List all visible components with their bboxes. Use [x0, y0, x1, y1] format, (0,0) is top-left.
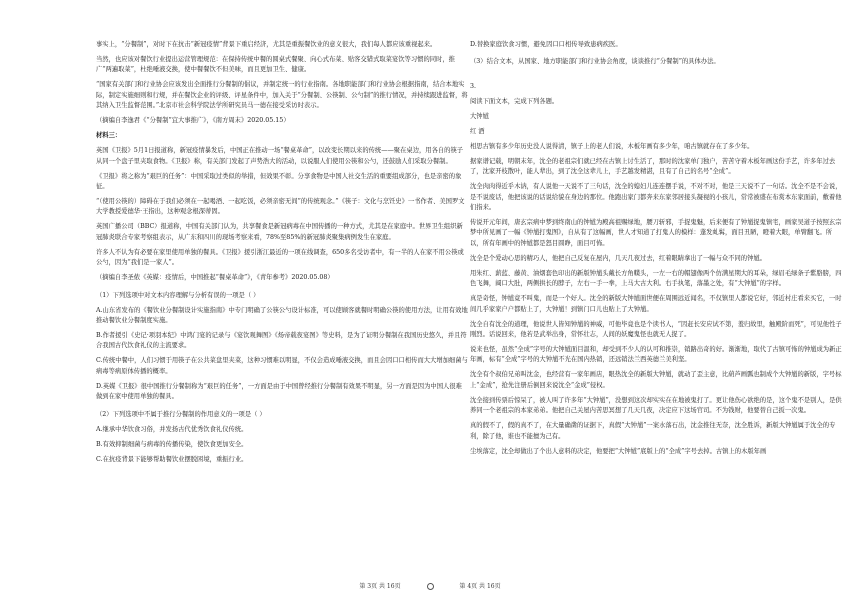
story-paragraph: 沈全接到传票后惊呆了，被人叫了许多年“大钟馗”，没想到这次却实实在在地被鬼打了。更让他伤心欲绝的是，这个鬼不是别人，是供养同一个老祖宗的本家弟弟。他把自己关屋内苦思冥想了几天几夜，决定应下这场官司。不为钱财，他要替自己扳一次鬼。: [470, 396, 842, 415]
source-citation: （摘编自李圣侬《英媒：疫情后，中国推起“餐桌革命”》，《青年参考》2020.05.08）: [96, 274, 334, 282]
paragraph: “（使用公筷的）障碍在于我们必须在一起喝酒、一起吃饭，必须亲密无间”的传统观念。”《筷子：文化与烹饪史》一书作者、美国罗文大学教授爱德华·王指出，这种观念根深蒂固。: [96, 198, 465, 216]
question-1-option-a: A.山东省发布的《餐饮业分餐制设计实施指南》中专门明确了公筷公勺设计标准，可以使顾客就餐时明确公筷的使用方法，让用有效地推动餐饮业分餐制度实施。: [96, 306, 468, 325]
story-paragraph: 沈全是个爱动心思的精巧人，他把自己反复在屋内，几天几夜过去，红着眼睛拿出了一幅与众不同的钟馗。: [470, 254, 766, 262]
question-1-option-d: D.英媒《卫报》很中国推行分餐制称为“艰巨的任务”，一方面是由于中国曾经推行分餐制有效果不明显，另一方面是因为中国人很难做到在家中使用单独的餐具。: [96, 382, 462, 401]
paragraph: 《卫报》将之称为“艰巨的任务”：中国采取过类似的举措，但效果不彰。分享食物是中国人社交生活的重要组成部分，也是亲密的象征。: [96, 172, 462, 191]
question-1-stem: （1）下列选项中对文本内容理解与分析有误的一项是（ ）: [96, 291, 260, 299]
section-number: 3.: [470, 82, 477, 90]
paragraph: “国家有关部门和行业协会应该发出全面推行分餐制的倡议，并制定统一的行业指南。各地职能部门和行业协会根据指南，结合本地实际，制定实施细则和行规，并在餐饮企业的评级、评星条件中，加入关于“分餐制、公筷制、公勺制”的推行情况，并持续跟进监督，将其纳入卫生监督范围。”北京市社会科学院法学所研究员马一德在接受采访时表示。: [96, 81, 468, 110]
material-heading: 材料三：: [96, 132, 122, 140]
story-paragraph: 真是奇怪，钟馗竟不叫鬼，而是一个好人。沈全的新版大钟馗面世便在周围远近闻名，不仅镇里人都说它好，邻近村庄看来买它，一时间几乎家家户户都贴上了，大钟馗！到镇门口儿也贴上了大钟馗。: [470, 295, 842, 313]
story-paragraph: 沈全有个叔伯兄弟叫沈金，也经营有一家年画店，眼热沈全的新版大钟馗，就动了歪主意，比葫芦画瓢也制成个大钟馗的新版，字号标上“金成”，抢先注册后倒回来说沈全“金成”侵权。: [470, 371, 842, 389]
story-paragraph: 沈全肉肉得近乎木讷，有人说他一天说不了三句话，沈全的媳妇儿连连摆手说，不对不对，他是三天说不了一句话。沈全不是不会说，是不说废话，他把该说的话说给貌在身边的那位。他跑出家门都奔来东家邻居接头凝视的小孩儿，常常被盛在布赏本东家面前，敷着他们指来。: [470, 183, 842, 212]
story-paragraph: 用朱红、薪蓝、藤黄、油烟套色印出的新版钟馗头戴长方角幞头，一左一右的帽翅像两个仿满星期大的耳朵，绿眉毛绿条子紫胳膀，四色飞舞，阔口大肚，两侧拱长的脖子，左右一手一拳，上马大古大利。右手执笔，落墨之处，有“大钟馗”的字样。: [470, 269, 842, 288]
story-title: 大钟馗: [470, 112, 489, 120]
question-1-option-c: C.传统中餐中，人们习惯于用筷子在公共菜盘里夹菜，这种习惯难以明显，不仅会造成唾液交换，而且会因口口相传而大大增加细菌与病毒等病原体传播的概率。: [96, 357, 468, 375]
story-author: 红 酒: [470, 127, 485, 135]
paragraph: 许多人不认为有必要在家里使用单独的餐具。《卫报》援引浙江最近的一项在线调查，650多名受访者中，有一半的人在家不用公筷或公勺，因为“我们是一家人”。: [96, 248, 464, 267]
story-paragraph: 相思古镇有多少年历史没人说得清，镇子上的老人们说，木板年画有多少年，咱古镇就存在了多少年。: [470, 142, 754, 150]
page-number-right: 第 4页 共 16页: [459, 583, 501, 590]
story-paragraph: 说来也怪，虽然“全成”字号的大钟馗面目温和，却受到不少人的认可和推崇，销路出奇的好。渐渐地，取代了古镇可怖的钟馗成为新正年画，标有“全成”字号的大钟馗不光在国内热销，还远销法兰西英德兰美利坚。: [470, 346, 842, 364]
question-2-option-a: A.继承中华饮食习俗，并发扬古代优秀饮食礼仪传统。: [96, 425, 248, 433]
question-2-option-b: B.有效抑制细菌与病毒的传播传染，使饮食更加安全。: [96, 440, 248, 448]
paragraph: 事实上，“分餐制”，对时下在抗击“新冠疫情”背景下重启经济，尤其是重振餐饮业的意义很大，我们每人都应该重视起来。: [96, 41, 437, 48]
reading-instruction: 阅读下面文本，完成下列各题。: [470, 97, 559, 105]
circle-icon: [427, 583, 434, 590]
source-citation: （摘编自李逸君《“分餐制”宜大事推广》，《南方周末》2020.05.15）: [96, 117, 290, 125]
question-2-option-c: C.在抗疫背景下能够帮助餐饮业摆脱困境，重振行业。: [96, 455, 248, 463]
page-footer: [0, 581, 860, 590]
story-paragraph: 传说开元年间，唐玄宗病中梦到终南山的钟馗为殿高祖赐绿地，腰刀斩邪，手捉鬼魅，后来便有了钟馗捉鬼镇宅，画家吴道子按照玄宗梦中所见画了一幅《钟馗打鬼图》，自从有了这幅画，世人才知道了打鬼人的模样：蓬发虬髯，面目丑陋，瞪着大眼，单臂翻飞。所以，所有年画中的钟馗都是怒目圆睁，面目可怖。: [470, 219, 842, 247]
story-paragraph: 尘埃落定，沈全却做出了个出人意料的决定，他要把“大钟馗”底版上的“全成”字号去掉。古镇上的木版年画: [470, 447, 767, 455]
paragraph: 当然，也应该对餐饮行业提出运营管理规范：在保持传统中餐的圆桌式餐聚、向心式布菜、贴客交错式取菜宴饮等习惯的同时，推广“两遍取菜”，杜绝唾液交换，使中餐餐饮不但美味，而且更加卫生、健康。: [96, 56, 455, 74]
question-2-stem: （2）下列选项中不属于推行分餐制的作用意义的一项是（ ）: [96, 410, 266, 418]
story-paragraph: 据家谱记载，明朝末年，沈全的老祖宗们就已经在古镇上讨生活了，那时的沈家单门独户，苦苦守着木板年画这份手艺，许多年过去了，沈家开枝散叶，能人辈出，到了沈全这辈儿上，手艺越发精湛，且有了自己的名号“全成”。: [470, 157, 836, 176]
story-paragraph: 沈全自有沈全的道理，他说世人皆知钟馗的神威，可他毕竟也是个读书人，“因赶长安应试不第，羞归故里，触殿阶而死”，可见他性子刚烈。话说回来，他若是武举出身，常怀壮志，人间的妖魔鬼怪也就无人捉了。: [470, 320, 842, 339]
question-2-option-d: D.替换家庭饮食习惯，避免因口口相传导致患病疾医。: [470, 41, 622, 48]
right-column: [470, 40, 842, 462]
paragraph: 英国广播公司（BBC）报道称，中国有关部门认为，共享餐食是新冠病毒在中国传播的一种方式，尤其是在家庭中。世界卫生组织新冠肺炎联合专家考察组表示，从广东和四川的现场考察来看，78%至85%的新冠肺炎聚集病例发生在家庭。: [96, 223, 463, 241]
left-column: [96, 40, 468, 470]
paragraph: 英国《卫报》5月1日报道称，新冠疫情暴发后，中国正在推动一场“餐桌革命”，以改变长期以来的传统——聚在桌边，用各自的筷子从同一个盘子里夹取食物。《卫报》称，有关部门发起了声势浩大的活动，以说服人们使用公筷和公勺，还鼓励人们采取分餐制。: [96, 147, 464, 165]
question-3-stem: （3）结合文本，从国家、地方职能部门和行业协会角度，谈谈推行“分餐制”的具体办法。: [470, 58, 720, 66]
question-1-option-b: B.作者援引《史记·项羽本纪》中鸿门宴的记录与《宴饮观舞图》《炀帝载夜宴图》等史料，是为了证明分餐制在我国历史悠久，并且符合我国古代饮食礼仪的主流要求。: [96, 332, 467, 350]
page-number-left: 第 3页 共 16页: [359, 583, 401, 590]
story-paragraph: 真的假不了，假的真不了，在大量确凿的证据下，真假“大钟馗”一案水落石出，沈金推往无奈，沈全胜诉，新版大钟馗属于沈全的专利，除了他，谁也不能擅为己有。: [470, 422, 836, 440]
